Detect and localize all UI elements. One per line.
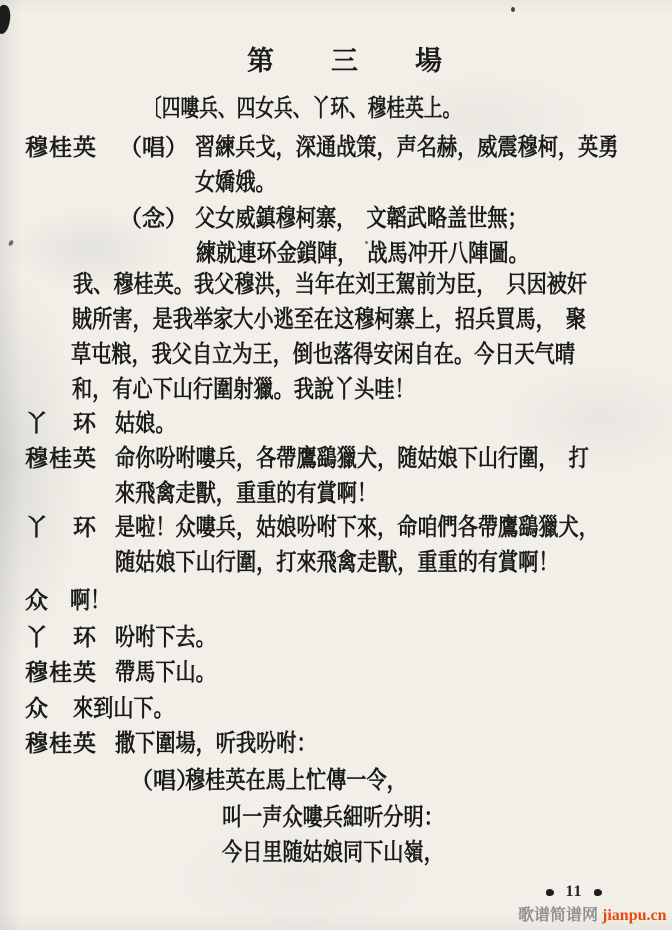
scan-speck [8,239,14,246]
dialogue-text: 是啦！众嘍兵，姑娘吩咐下來，命咱們各帶鷹鷂獵犬， [115,515,599,541]
cue-label: （念） [119,206,188,231]
speaker-name: 穆桂英 [25,731,97,756]
speaker-name: 穆桂英 [25,660,97,685]
watermark [518,902,666,925]
stage-direction: 〔四嘍兵、四女兵、丫环、穆桂英上。 [143,96,462,122]
speaker-name: 丫 环 [25,515,97,540]
lyric-text: 女嬌娥。 [195,170,276,196]
speaker-name: 丫 环 [25,411,97,436]
scan-speck [511,7,515,12]
speaker-name: 丫 环 [25,625,97,650]
speaker-name: 穆桂英 [25,446,97,471]
speaker-name: 穆桂英 [25,135,97,160]
page-number-value: 11 [565,883,583,900]
recitation-text: 父女威鎮穆柯寨， 文韜武略盖世無； [195,206,528,232]
lyric-text: 穆桂英在馬上忙傳一令， [185,768,407,794]
watermark-site-url: jianpu.cn [602,907,667,924]
watermark-site-name: 歌谱简谱网 [518,907,599,924]
dialogue-text: 吩咐下去。 [115,625,216,651]
page-title: 第 三 場 [247,46,443,76]
lyric-text: 今日里随姑娘同下山嶺， [222,840,444,866]
page-number-dot [594,889,602,896]
narration-text: 和，有心下山行圍射獵。我說丫头哇！ [72,377,415,403]
dialogue-text: 來到山下。 [73,696,174,722]
dialogue-text: 來飛禽走獸，重重的有賞啊！ [115,481,378,507]
dialogue-text: 姑娘。 [115,411,176,437]
narration-text: 賊所害，是我举家大小逃至在这穆柯寨上，招兵買馬， 聚 [72,307,587,333]
cue-label: （唱） [119,135,188,160]
page-number-dot [546,889,554,896]
recitation-text: 練就連环金鎖陣， 战馬冲开八陣圖。 [196,241,529,267]
lyric-text: 叫一声众嘍兵細听分明： [222,805,444,831]
scan-artifact-mark [0,4,12,35]
narration-text: 草屯粮，我父自立为王，倒也落得安闲自在。今日天气晴 [71,342,575,368]
speaker-name: 众 [25,588,49,613]
speaker-name: 众 [25,696,49,721]
lyric-text: 習練兵戈，深通战策，声名赫，威震穆柯，英勇 [195,135,619,161]
narration-text: 我、穆桂英。我父穆洪，当年在刘王駕前为臣， 只因被奸 [73,272,588,298]
dialogue-text: 啊！ [70,588,111,614]
page-number [546,883,602,901]
cue-label: （唱） [130,768,199,793]
dialogue-text: 撒下圍場，听我吩咐： [115,731,317,757]
dialogue-text: 随姑娘下山行圍，打來飛禽走獸，重重的有賞啊！ [115,550,559,576]
dialogue-text: 命你吩咐嘍兵，各帶鷹鷂獵犬，随姑娘下山行圍， 打 [115,446,589,472]
dialogue-text: 帶馬下山。 [115,660,216,686]
